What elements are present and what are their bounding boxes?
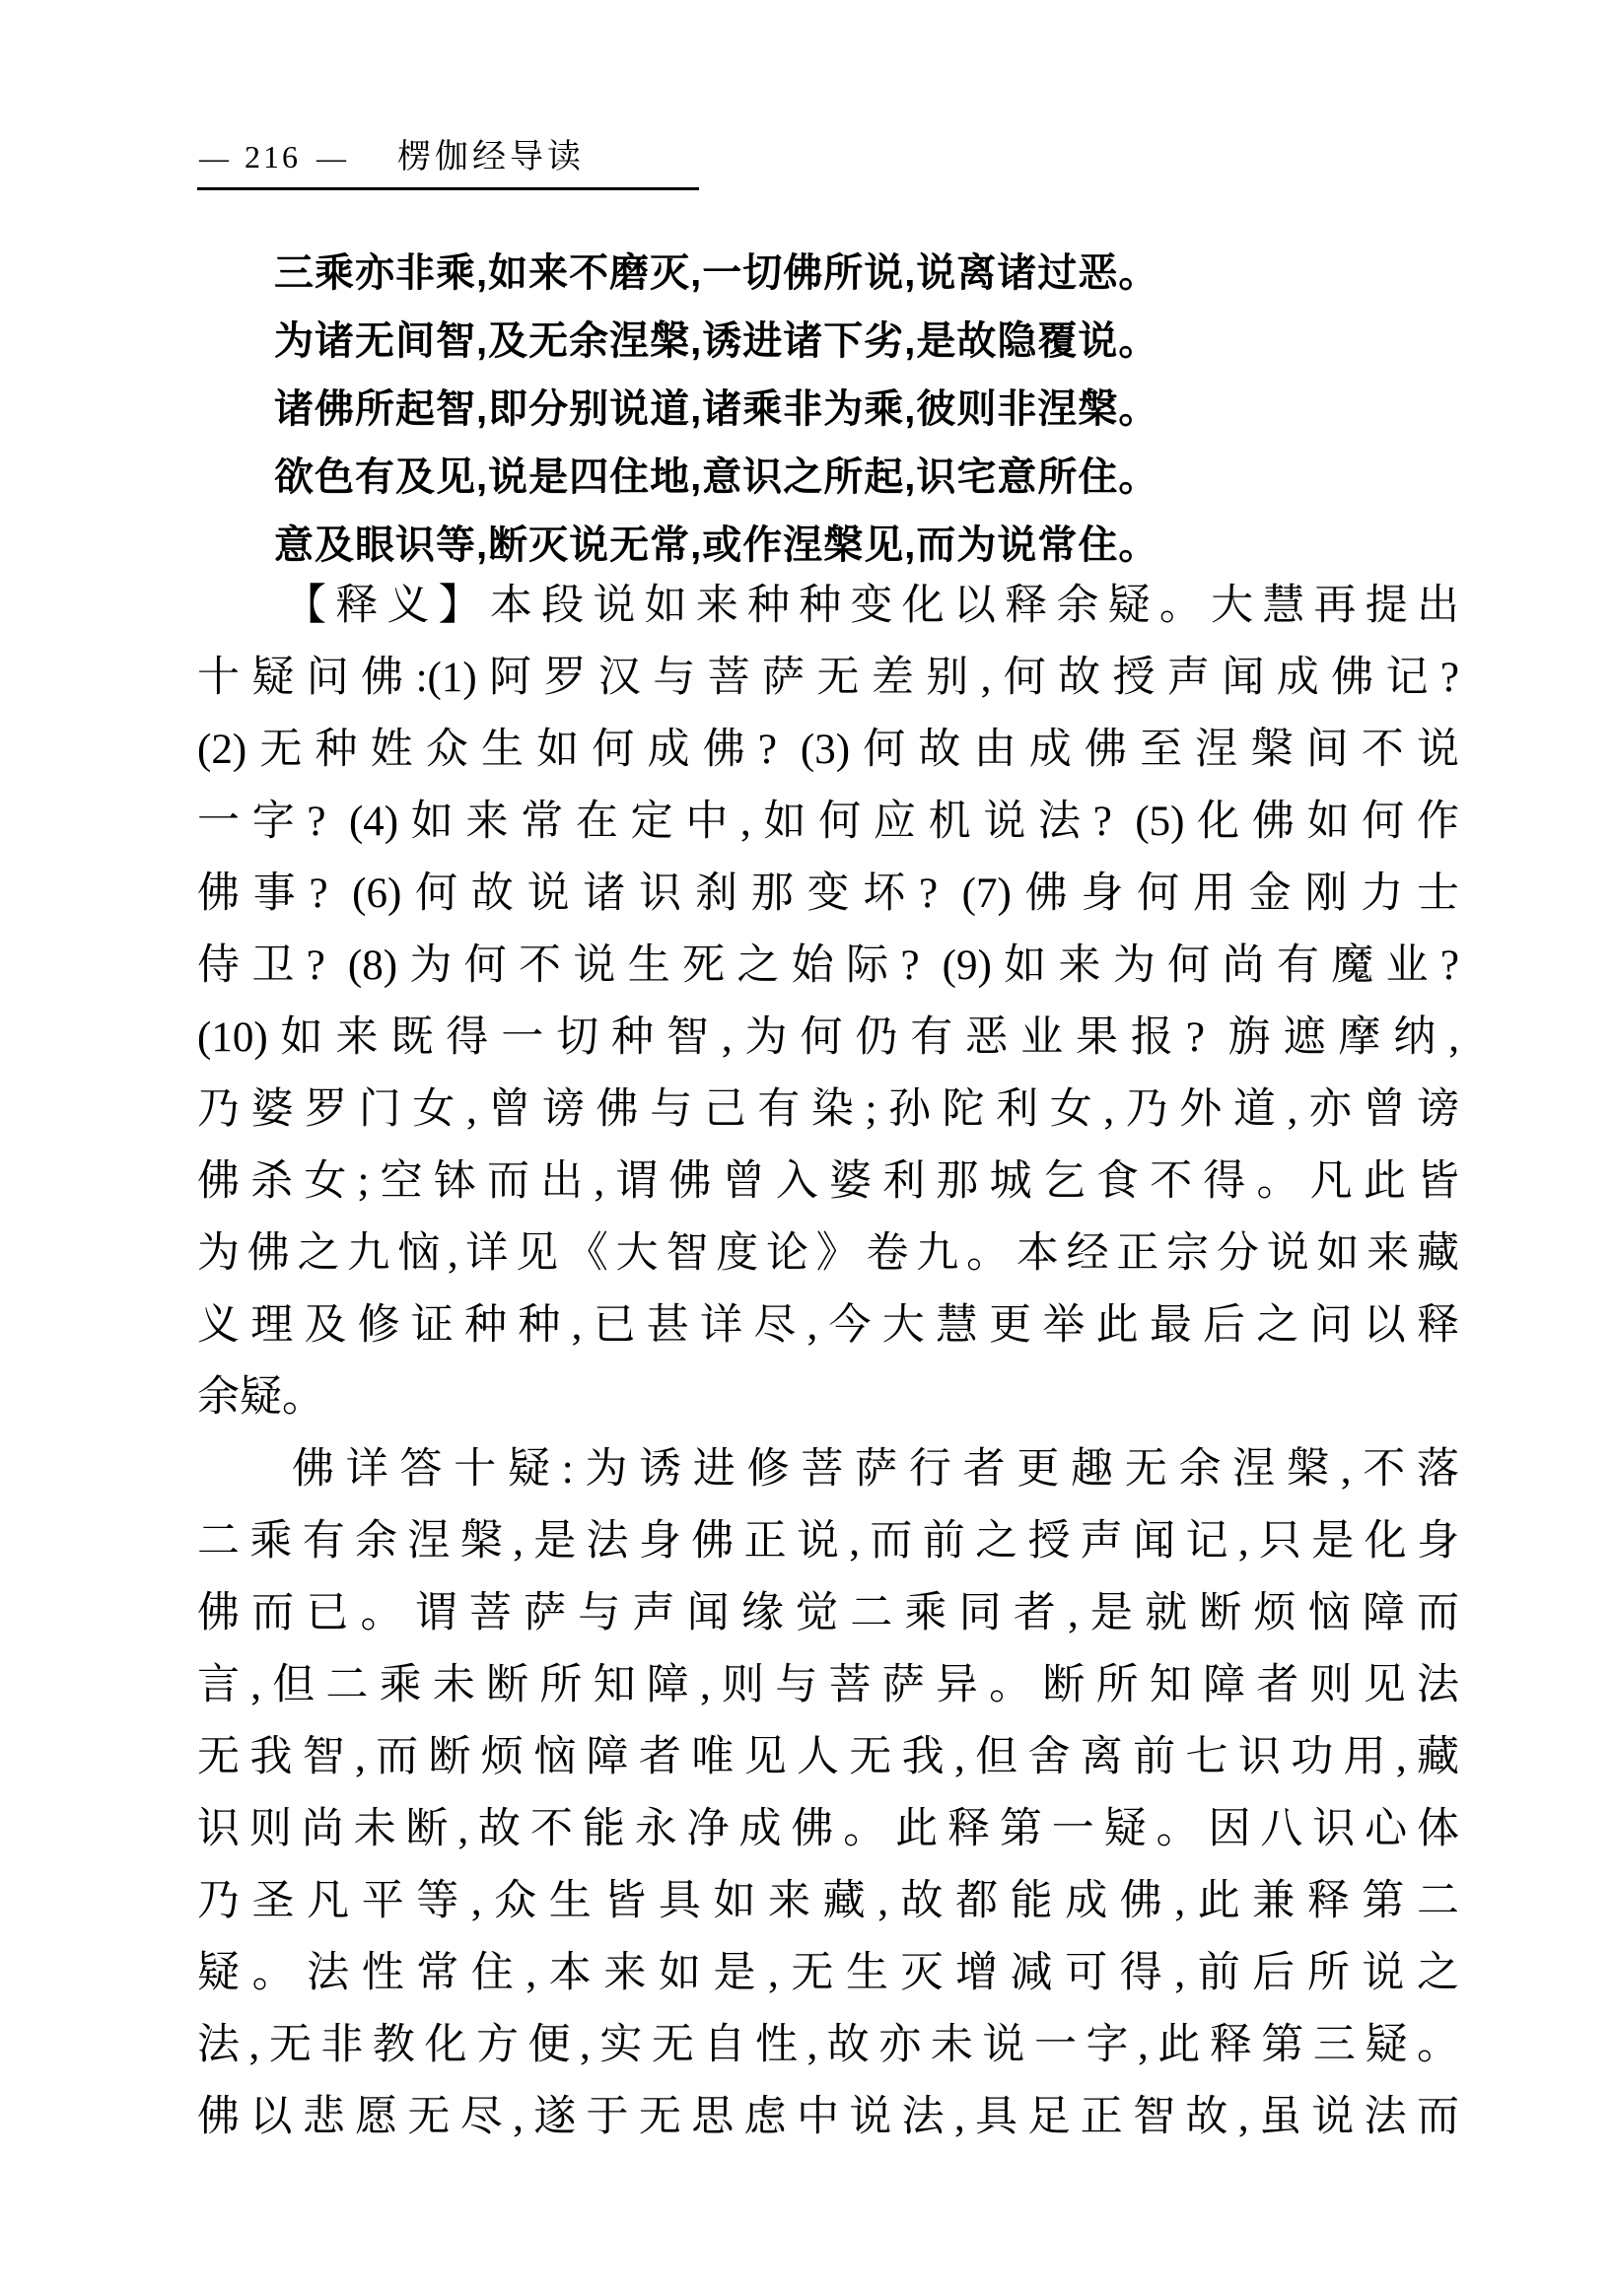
body-line: (10)如来既得一切种智,为何仍有恶业果报? 旃遮摩纳,: [197, 1014, 1459, 1061]
body-line: 无我智,而断烦恼障者唯见人无我,但舍离前七识功用,藏: [197, 1734, 1459, 1780]
body-line: 侍卫? (8)为何不说生死之始际? (9)如来为何尚有魔业?: [197, 942, 1459, 989]
body-line: 疑。法性常住,本来如是,无生灭增减可得,前后所说之: [197, 1950, 1459, 1996]
verse-line: 诸佛所起智,即分别说道,诸乘非为乘,彼则非涅槃。: [274, 387, 1159, 431]
body-line: 义理及修证种种,已甚详尽,今大慧更举此最后之问以释: [197, 1302, 1459, 1349]
body-line: 一字? (4)如来常在定中,如何应机说法? (5)化佛如何作: [197, 799, 1459, 845]
body-line: 佛以悲愿无尽,遂于无思虑中说法,具足正智故,虽说法而: [197, 2094, 1459, 2140]
header-right-dash: —: [316, 142, 346, 174]
verse-line: 意及眼识等,断灭说无常,或作涅槃见,而为说常住。: [274, 523, 1159, 567]
body-line: 识则尚未断,故不能永净成佛。此释第一疑。因八识心体: [197, 1806, 1459, 1852]
body-line: 佛而已。谓菩萨与声闻缘觉二乘同者,是就断烦恼障而: [197, 1590, 1459, 1636]
body-line: 二乘有余涅槃,是法身佛正说,而前之授声闻记,只是化身: [197, 1518, 1459, 1565]
paragraph-shiyi: [197, 570, 1459, 1433]
body-line: 佛杀女;空钵而出,谓佛曾入婆利那城乞食不得。凡此皆: [197, 1158, 1459, 1205]
verse-block: [274, 240, 1158, 580]
body-line: 佛详答十疑:为诱进修菩萨行者更趣无余涅槃,不落: [292, 1446, 1459, 1493]
commentary-body: [197, 570, 1459, 2153]
verse-line: 为诸无间智,及无余涅槃,诱进诸下劣,是故隐覆说。: [274, 319, 1159, 363]
book-title: 楞伽经导读: [397, 139, 585, 175]
body-line: 言,但二乘未断所知障,则与菩萨异。断所知障者则见法: [197, 1662, 1459, 1708]
header-left-dash: —: [199, 142, 229, 174]
body-line: 乃婆罗门女,曾谤佛与己有染;孙陀利女,乃外道,亦曾谤: [197, 1086, 1459, 1133]
body-line: 为佛之九恼,详见《大智度论》卷九。本经正宗分说如来藏: [197, 1230, 1459, 1277]
body-line: (2)无种姓众生如何成佛? (3)何故由成佛至涅槃间不说: [197, 727, 1459, 773]
body-line: 乃圣凡平等,众生皆具如来藏,故都能成佛,此兼释第二: [197, 1878, 1459, 1924]
page-number: 216: [245, 139, 301, 174]
body-line: 法,无非教化方便,实无自性,故亦未说一字,此释第三疑。: [197, 2022, 1459, 2068]
verse-line: 三乘亦非乘,如来不磨灭,一切佛所说,说离诸过恶。: [274, 251, 1159, 295]
body-line: 余疑。: [197, 1374, 324, 1421]
verse-line: 欲色有及见,说是四住地,意识之所起,识宅意所住。: [274, 455, 1159, 499]
body-line: 十疑问佛:(1)阿罗汉与菩萨无差别,何故授声闻成佛记?: [197, 655, 1459, 701]
paragraph-answer: [197, 1433, 1459, 2153]
body-line: 【释义】本段说如来种种变化以释余疑。大慧再提出: [284, 583, 1459, 629]
running-head: [197, 140, 699, 190]
body-line: 佛事? (6)何故说诸识刹那变坏? (7)佛身何用金刚力士: [197, 870, 1459, 917]
